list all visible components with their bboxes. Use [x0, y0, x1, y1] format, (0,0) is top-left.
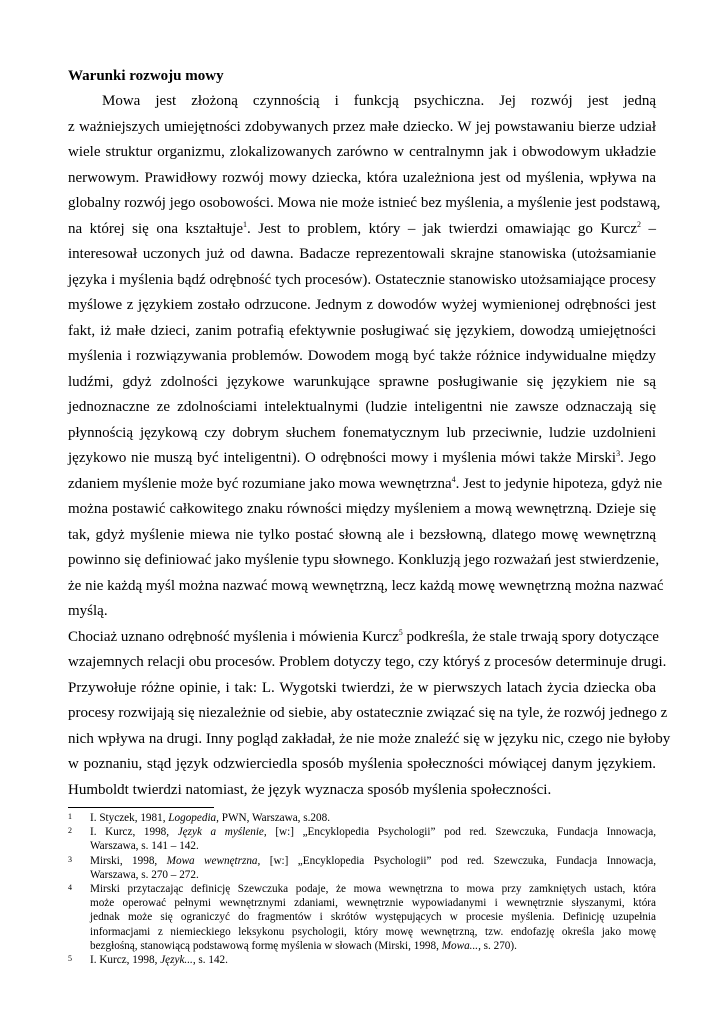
footnote-ref[interactable]: 4: [451, 474, 456, 484]
text-line: wzajemnych relacji obu procesów. Problem dotyczy tego, czy któryś z procesów determinuje drugi.: [68, 654, 667, 670]
text-line: myślenia i rozwiązywania problemów. Dowodem mogą być także różnice indywidualne między: [68, 348, 656, 364]
text-line: globalny rozwój jego osobowości. Mowa nie może istnieć bez myślenia, a myślenie jest podstawą,: [68, 195, 661, 211]
footnote-text: I. Kurcz, 1998, Język a myślenie, [w:] „Encyklopedia Psychologii” pod red. Szewczuka, Fundacja Innowacja,: [90, 826, 656, 839]
footnote-text: może operować pełnymi wewnętrznymi zdaniami, wewnętrznie wypowiadanymi i wewnętrznie słyszanymi, która: [90, 897, 656, 910]
footnote-text: I. Kurcz, 1998, Język..., s. 142.: [90, 953, 228, 966]
footnote-ref[interactable]: 3: [616, 449, 621, 458]
footnote-number: 1: [68, 812, 72, 821]
text-line: fakt, iż małe dzieci, zanim potrafią efektywnie posługiwać się językiem, dowodzą umiejętności: [68, 322, 656, 339]
footnote-ref[interactable]: 2: [636, 219, 641, 229]
text-line: jednoznaczne ze zdolnościami intelektualnymi (ludzie inteligentni nie zawsze odznaczają się: [68, 399, 656, 415]
text-line: językowo nie muszą być inteligentni). O odrębności mowy i myślenia mówi także Mirski$^3$. Jego: [68, 449, 656, 466]
footnote-ref[interactable]: 5: [398, 627, 403, 637]
footnote: [68, 953, 656, 967]
text-line: że nie każdą myśl można nazwać mową wewnętrzną, lecz każdą mowę wewnętrzną można nazwać: [68, 577, 664, 594]
document-body: [68, 66, 671, 967]
footnote-text: informacjami z niemieckiego leksykonu psychologii, który mowę wewnętrzną, tzw. endofazję określa jako mowę: [90, 925, 656, 938]
footnote-number: 4: [68, 882, 72, 892]
footnote-text: I. Styczek, 1981, Logopedia, PWN, Warszawa, s.208.: [90, 812, 331, 824]
footnote-text: jednak może się ograniczyć do fragmentów i skrótów występujących w procesie myślenia. Definicję uzupełnia: [90, 911, 656, 924]
footnote-number: 3: [68, 854, 72, 864]
footnote-text: Mirski przytaczając definicję Szewczuka podaje, że mowa wewnętrzna to mowa przy zamkniętych ustach, która: [90, 882, 656, 895]
text-line: na której się ona kształtuje$^1$. Jest to problem, który – jak twierdzi omawiając go Kurcz$^2$ –: [68, 219, 656, 237]
footnote-number: 5: [68, 953, 72, 963]
text-line: myślowe z językiem zostało odrzucone. Jednym z dowodów wyżej wymienionej odrębności jest: [68, 297, 656, 313]
text-line: Chociaż uznano odrębność myślenia i mówienia Kurcz$^5$ podkreśla, że stale trwają spory dotyczące: [68, 627, 659, 645]
footnote-text: bezgłośną, stanowiącą podstawową formę myślenia w słowach (Mirski, 1998, Mowa..., s. 270).: [90, 939, 517, 952]
footnote: [68, 825, 656, 853]
footnote-separator: [68, 807, 214, 808]
text-line: płynnością językową czy dobrym słuchem fonematycznym lub przeciwnie, ludzie uzdolnieni: [68, 424, 656, 441]
text-line: nerwowym. Prawidłowy rozwój mowy dziecka, która uzależniona jest od myślenia, wpływa na: [68, 169, 656, 186]
text-line: tak, gdyż myślenie miewa nie tylko postać słowną ale i bezsłowną, dlatego mowę wewnętrzną: [68, 526, 656, 543]
text-line: interesował uczonych już od dawna. Badacze reprezentowali skrajne stanowiska (utożsamianie: [68, 246, 656, 262]
text-line: Mowa jest złożoną czynnością i funkcją psychiczna. Jej rozwój jest jedną: [102, 93, 656, 109]
text-line: powinno się definiować jako myślenie typu słownego. Konkluzją jego rozważań jest stwierdzenie,: [68, 552, 660, 568]
text-line: języka i myślenia bądź odrębność tych procesów). Ostatecznie stanowisko utożsamiające procesy: [68, 271, 656, 288]
text-line: myślą.: [68, 603, 108, 619]
footnote-number: 2: [68, 826, 72, 836]
text-line: nich wpływa na drugi. Inny pogląd zakładał, że nie może znaleźć się w języku nic, czego nie byłoby: [68, 730, 671, 747]
footnote-ref[interactable]: 1: [242, 219, 247, 229]
text-line: wiele struktur organizmu, zlokalizowanych zarówno w centralnymn jak i obwodowym układzie: [68, 144, 656, 160]
text-line: z ważniejszych umiejętności zdobywanych przez małe dziecko. W jej powstawaniu bierze udział: [68, 118, 656, 135]
footnote: [68, 811, 656, 825]
text-line: zdaniem myślenie może być rozumiane jako mowa wewnętrzna$^4$. Jest to jedynie hipoteza, gdyż nie: [68, 474, 663, 492]
text-line: można postawić całkowitego znaku równości między myśleniem a mową wewnętrzną. Dzieje się: [68, 501, 656, 517]
text-line: w poznaniu, stąd język odzwierciedla sposób myślenia społeczności mówiącej danym językiem.: [68, 756, 656, 772]
text-line: ludźmi, gdyż zdolności językowe warunkujące sprawne posługiwanie się językiem nie są: [68, 373, 656, 390]
footnote: [68, 882, 656, 953]
text-line: procesy rozwijają się niezależnie od siebie, aby ostatecznie związać się na tyle, że rozwój jednego z: [68, 705, 668, 721]
text-line: Humboldt twierdzi natomiast, że język wyznacza sposób myślenia społeczności.: [68, 781, 552, 798]
section-heading: Warunki rozwoju mowy: [68, 68, 224, 84]
text-line: Przywołuje różne opinie, i tak: L. Wygotski twierdzi, że w pierwszych latach życia dziecka oba: [68, 679, 656, 696]
footnote-text: Warszawa, s. 270 – 272.: [90, 868, 199, 881]
footnote-text: Mirski, 1998, Mowa wewnętrzna, [w:] „Encyklopedia Psychologii” pod red. Szewczuka, Fundacja Innowacja,: [90, 854, 656, 867]
footnote-text: Warszawa, s. 141 – 142.: [90, 840, 199, 853]
footnote: [68, 854, 656, 882]
